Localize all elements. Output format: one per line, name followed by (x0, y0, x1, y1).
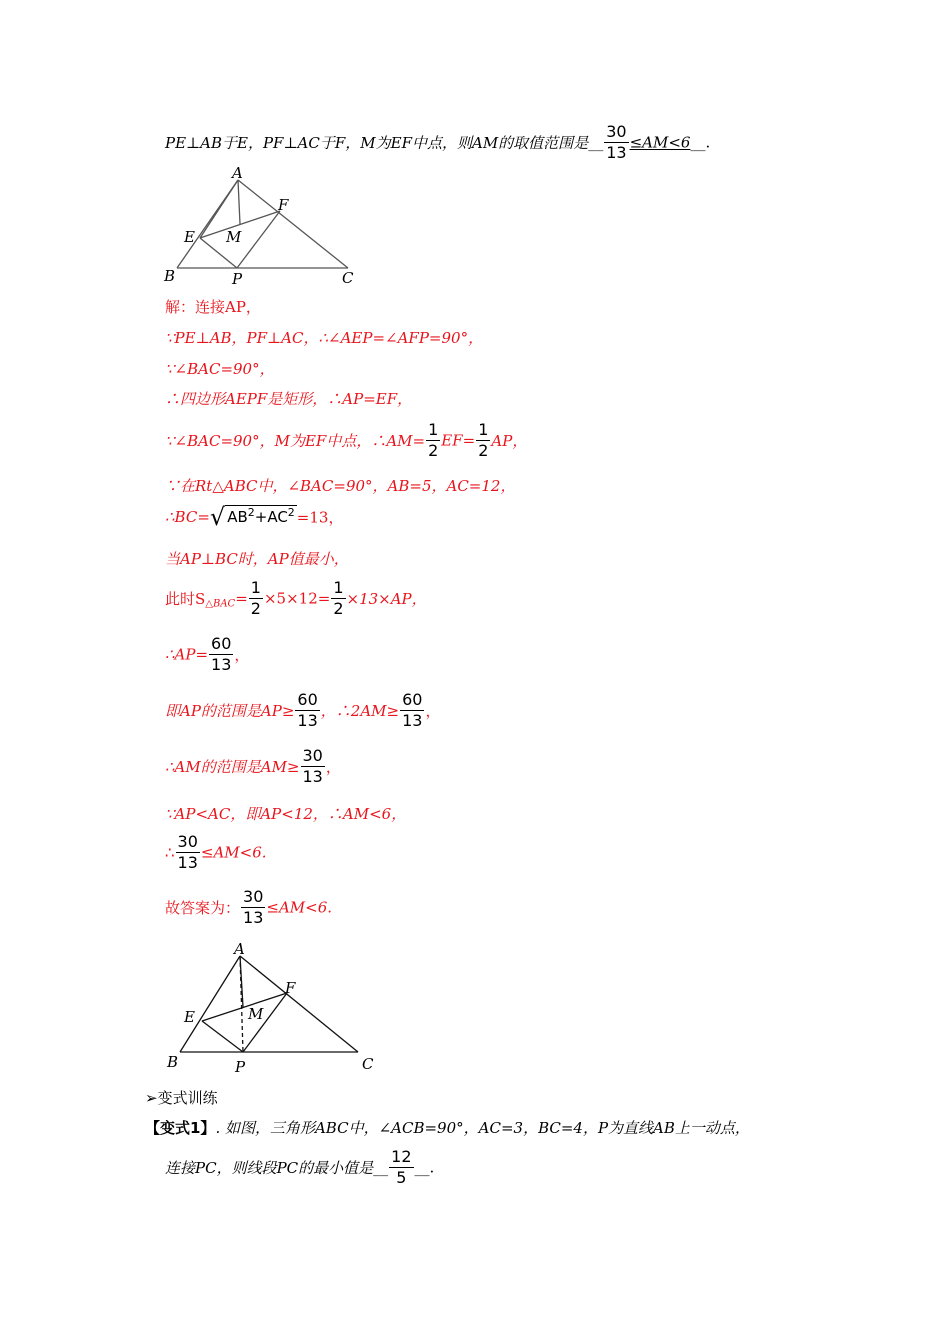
side-ac (240, 956, 358, 1052)
label-a: A (234, 940, 245, 958)
segment-am (238, 180, 240, 224)
triangle-figure-2 (160, 938, 385, 1078)
line9-sub: △BAC (205, 598, 236, 610)
label-m: M (226, 228, 242, 246)
frac-den: 2 (478, 441, 489, 460)
line9-frac-2 (331, 578, 345, 619)
line5-a: ∵∠BAC=90°，M为EF中点，∴AM= (165, 432, 426, 450)
label-c: C (362, 1055, 374, 1073)
exp-2: 2 (287, 505, 295, 519)
line11-frac-2 (400, 690, 424, 731)
variant-blank-suffix: __ (414, 1158, 430, 1177)
solution-line-4: ∴四边形AEPF是矩形，∴AP=EF， (165, 390, 413, 408)
answer-denominator: 13 (606, 143, 627, 162)
frac-num: 12 (391, 1147, 412, 1166)
stem-text: PE⊥AB于E，PF⊥AC于F，M为EF中点，则AM的取值范围是 (165, 134, 589, 152)
solution-line-2: ∵PE⊥AB，PF⊥AC，∴∠AEP=∠AFP=90°， (165, 329, 484, 347)
line9-a: 此时S (165, 590, 206, 608)
variant-blank-prefix: __ (373, 1158, 389, 1177)
side-ac (238, 180, 348, 268)
label-a: A (232, 165, 243, 182)
heading-marker-icon: ➢ (145, 1089, 158, 1107)
line9-b: = (235, 589, 248, 608)
line9-d: ×13×AP， (346, 590, 427, 608)
side-ab (180, 956, 240, 1052)
frac-num: 1 (333, 578, 344, 597)
line14-a: ∴ (165, 843, 175, 862)
radicand (225, 505, 297, 526)
stem-end: . (705, 133, 711, 152)
frac-den: 13 (243, 908, 264, 927)
solution-line-10 (165, 634, 249, 675)
line15-b: ≤AM<6. (266, 898, 333, 917)
frac-num: 1 (428, 420, 439, 439)
solution-line-3: ∵∠BAC=90°， (165, 360, 275, 378)
solution-line-8: 当AP⊥BC时，AP值最小， (165, 550, 349, 568)
frac-num: 30 (177, 832, 198, 851)
answer-numerator: 30 (606, 122, 627, 141)
radical-sign: √ (209, 503, 226, 531)
label-p: P (232, 270, 243, 288)
label-c: C (342, 269, 354, 287)
line11-c: ， (425, 702, 441, 720)
exp-1: 2 (247, 505, 255, 519)
line11-a: 即AP的范围是AP≥ (165, 702, 295, 720)
solution-line-15 (165, 887, 332, 928)
label-b: B (167, 1053, 179, 1071)
label-m: M (248, 1005, 264, 1023)
frac-den: 2 (333, 599, 344, 618)
line10-b: ， (234, 646, 250, 664)
section-heading (145, 1087, 218, 1108)
answer-fraction (604, 122, 628, 163)
answer-rest: ≤AM<6 (629, 133, 691, 152)
line9-frac-1 (249, 578, 263, 619)
solution-line-13: ∵AP<AC，即AP<12，∴AM<6， (165, 805, 407, 823)
blank-suffix: __ (690, 133, 706, 152)
variant-problem-line-2 (165, 1147, 434, 1188)
segment-pe (202, 1021, 243, 1052)
solution-line-11 (165, 690, 440, 731)
solution-line-5 (165, 420, 527, 461)
line5-frac-2 (476, 420, 490, 461)
variant-problem-line-1 (145, 1117, 750, 1138)
line15-a: 故答案为： (165, 899, 241, 917)
variant-text-2: 连接PC，则线段PC的最小值是 (165, 1159, 374, 1177)
solution-line-12 (165, 746, 341, 787)
variant-answer-fraction (389, 1147, 413, 1188)
radicand-ac: +AC (254, 507, 288, 526)
line12-b: ， (325, 758, 341, 776)
line5-frac-1 (426, 420, 440, 461)
line7-a: ∴BC= (165, 508, 210, 526)
solution-line-9 (165, 578, 427, 619)
line12-frac (301, 746, 325, 787)
solution-line-14 (165, 832, 267, 873)
frac-num: 60 (211, 634, 232, 653)
line7-b: =13， (296, 508, 344, 527)
variant-text: . 如图，三角形ABC中，∠ACB=90°，AC=3，BC=4，P为直线AB上一动点， (215, 1119, 750, 1137)
frac-num: 30 (243, 887, 264, 906)
sqrt-expression (210, 503, 297, 531)
frac-num: 1 (250, 578, 261, 597)
line10-frac (209, 634, 233, 675)
variant-tag: 【变式1】 (145, 1119, 216, 1137)
heading-text: 变式训练 (157, 1089, 218, 1107)
line5-c: AP， (491, 432, 528, 450)
line11-b: ，∴2AM≥ (320, 702, 400, 720)
frac-den: 2 (250, 599, 261, 618)
variant-end: . (429, 1158, 435, 1177)
frac-den: 13 (297, 711, 318, 730)
line12-a: ∴AM的范围是AM≥ (165, 758, 300, 776)
solution-line-7 (165, 503, 343, 531)
line14-b: ≤AM<6. (200, 843, 267, 862)
line10-a: ∴AP= (165, 645, 209, 664)
solution-line-1: 解：连接AP， (165, 298, 261, 316)
label-e: E (184, 1008, 195, 1026)
line9-c: ×5×12= (263, 589, 331, 608)
frac-den: 5 (396, 1168, 407, 1187)
label-e: E (184, 228, 195, 246)
frac-den: 13 (302, 767, 323, 786)
frac-den: 13 (211, 655, 232, 674)
blank-prefix: __ (588, 133, 604, 152)
triangle-figure-1 (160, 165, 370, 290)
frac-den: 2 (428, 441, 439, 460)
label-b: B (164, 267, 176, 285)
label-f: F (278, 196, 289, 214)
line14-frac (176, 832, 200, 873)
frac-den: 13 (402, 711, 423, 730)
label-p: P (235, 1058, 246, 1076)
line11-frac-1 (295, 690, 319, 731)
segment-pf (237, 211, 280, 268)
frac-num: 60 (402, 690, 423, 709)
frac-num: 60 (297, 690, 318, 709)
frac-num: 30 (302, 746, 323, 765)
radicand-ab: AB (227, 507, 248, 526)
frac-den: 13 (177, 853, 198, 872)
solution-line-6: ∵在Rt△ABC中，∠BAC=90°，AB=5，AC=12， (165, 477, 516, 495)
line15-frac (241, 887, 265, 928)
line5-b: EF= (441, 431, 476, 450)
label-f: F (285, 979, 296, 997)
frac-num: 1 (478, 420, 489, 439)
